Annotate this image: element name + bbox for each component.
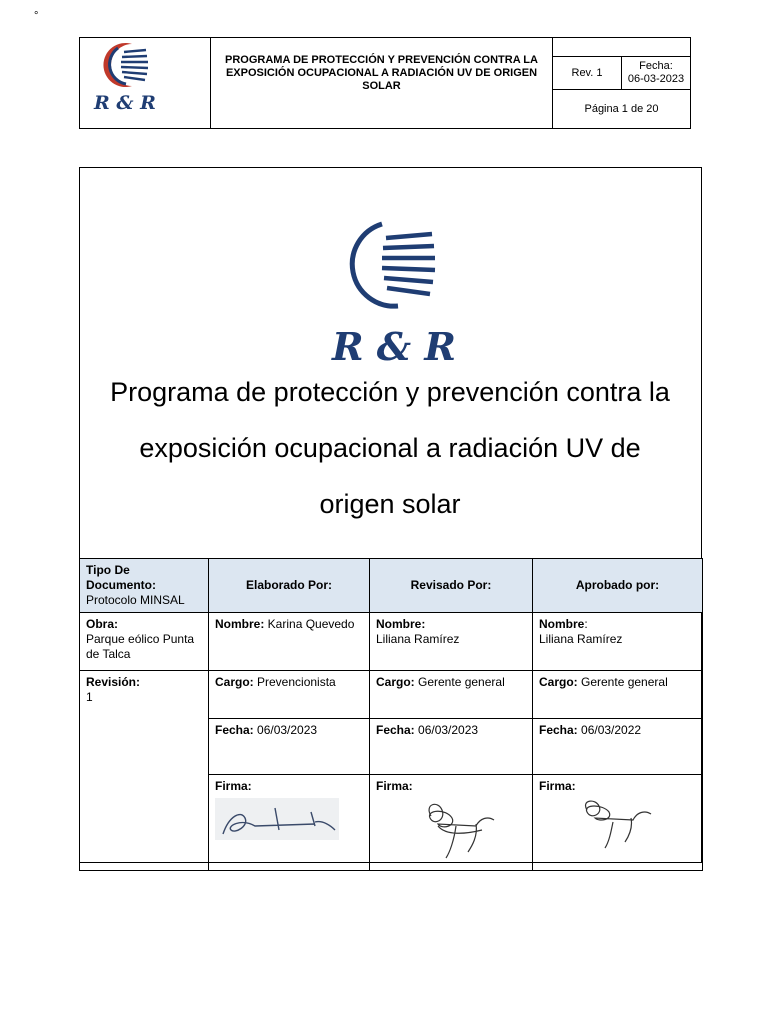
obra-value: Parque eólico Punta de Talca — [86, 632, 195, 661]
signature-revisado-icon — [376, 796, 526, 866]
cargo-aprobado-cell: Cargo: Gerente general — [533, 671, 703, 719]
obra-cell — [80, 613, 209, 671]
nombre-revisado: Liliana Ramírez — [376, 632, 460, 646]
document-header — [79, 37, 691, 129]
header-title: PROGRAMA DE PROTECCIÓN Y PREVENCIÓN CONTRA LA EXPOSICIÓN OCUPACIONAL A RADIACIÓN UV DE ORIGEN SOLAR — [211, 38, 553, 128]
signature-aprobado-icon — [539, 796, 689, 856]
cargo-elaborado-cell: Cargo: Prevencionista — [209, 671, 370, 719]
revision-number: Rev. 1 — [553, 57, 622, 89]
page-number: Página 1 de 20 — [584, 103, 659, 115]
revision-cell — [80, 671, 209, 871]
header-logo — [80, 38, 211, 128]
header-date — [622, 57, 690, 89]
header-date-label: Fecha: — [639, 60, 673, 72]
approval-table — [79, 558, 703, 871]
table-header-row — [80, 559, 703, 613]
col-elaborado: Elaborado Por: — [209, 559, 370, 613]
nombre-aprobado: Liliana Ramírez — [539, 632, 623, 646]
nombre-aprobado-cell: Nombre: Liliana Ramírez — [533, 613, 703, 671]
document-title: Programa de protección y prevención contra la exposición ocupacional a radiación UV de origen solar — [110, 377, 670, 519]
corner-mark: ° — [34, 10, 39, 22]
cover-logo-text: R & R — [332, 324, 456, 369]
header-meta — [553, 38, 690, 128]
company-logo-icon — [80, 38, 210, 128]
doc-type-value: Protocolo MINSAL — [86, 593, 185, 607]
nombre-elaborado-cell: Nombre: Karina Quevedo — [209, 613, 370, 671]
firma-elaborado-cell: Firma: — [209, 775, 370, 871]
col-revisado: Revisado Por: — [370, 559, 533, 613]
nombre-elaborado: Karina Quevedo — [264, 617, 355, 631]
fecha-aprobado-cell: Fecha: 06/03/2022 — [533, 719, 703, 775]
header-date-value: 06-03-2023 — [627, 73, 685, 85]
fecha-elaborado-cell: Fecha: 06/03/2023 — [209, 719, 370, 775]
revision-label: Revisión: — [86, 675, 141, 689]
table-row — [80, 671, 703, 719]
cover-logo — [80, 210, 701, 370]
nombre-revisado-cell: Nombre: Liliana Ramírez — [370, 613, 533, 671]
obra-label: Obra: — [86, 617, 119, 631]
doc-type-cell — [80, 559, 209, 613]
revision-value: 1 — [86, 690, 93, 704]
fecha-revisado-cell: Fecha: 06/03/2023 — [370, 719, 533, 775]
header-logo-text: R & R — [94, 92, 156, 114]
doc-type-label: Tipo De Documento: — [86, 563, 156, 592]
cover-page — [79, 167, 702, 863]
table-row — [80, 613, 703, 671]
cargo-revisado-cell: Cargo: Gerente general — [370, 671, 533, 719]
firma-revisado-cell: Firma: — [370, 775, 533, 871]
col-aprobado: Aprobado por: — [533, 559, 703, 613]
large-company-logo-icon — [80, 210, 703, 370]
firma-aprobado-cell: Firma: — [533, 775, 703, 871]
signature-elaborado-icon — [215, 796, 339, 842]
